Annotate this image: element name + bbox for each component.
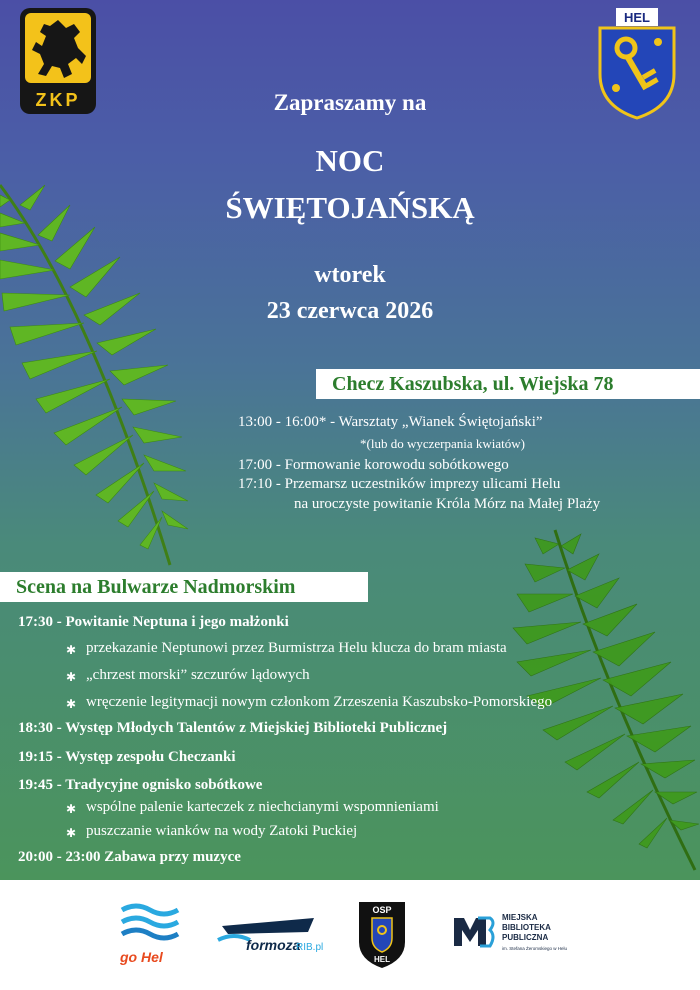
schedule-item-continuation: na uroczyste powitanie Króla Mórz na Małej Plaży (294, 496, 601, 512)
library-logo (452, 910, 592, 966)
event-subitem: wspólne palenie karteczek z niechcianymi wspomnieniami (86, 799, 439, 815)
event-item: 20:00 - 23:00 Zabawa przy muzyce (18, 849, 241, 865)
zkp-logo-text: ZKP (35, 90, 81, 110)
event-subitem: wręczenie legitymacji nowym członkom Zrzeszenia Kaszubsko-Pomorskiego (86, 694, 553, 710)
formoza-logo (214, 908, 328, 960)
hel-crest-text: HEL (624, 10, 650, 25)
schedule-item: 17:10 - Przemarsz uczestników imprezy ulicami Helu (238, 476, 561, 492)
bullet-icon: ✱ (66, 697, 77, 711)
event-subitem: „chrzest morski” szczurów lądowych (86, 667, 310, 683)
svg-text:MIEJSKA: MIEJSKA (502, 913, 538, 922)
bullet-icon: ✱ (66, 670, 77, 684)
event-subitem: przekazanie Neptunowi przez Burmistrza Helu klucza do bram miasta (86, 640, 507, 656)
event-item: 17:30 - Powitanie Neptuna i jego małżonki (18, 614, 289, 630)
bullet-icon: ✱ (66, 802, 77, 816)
event-item: 19:15 - Występ zespołu Checzanki (18, 749, 236, 765)
event-day: wtorek (314, 262, 386, 288)
bullet-icon: ✱ (66, 643, 77, 657)
gohel-logo (116, 900, 196, 972)
event-subitem: puszczanie wianków na wody Zatoki Puckiej (86, 823, 358, 839)
svg-text:OSP: OSP (372, 905, 392, 915)
event-date: 23 czerwca 2026 (266, 298, 434, 324)
library-mb-icon (454, 918, 493, 946)
schedule-item: 13:00 - 16:00* - Warsztaty „Wianek Świętojański” (238, 414, 543, 430)
boat-icon (222, 918, 314, 934)
event-item: 19:45 - Tradycyjne ognisko sobótkowe (18, 777, 263, 793)
svg-text:formoza: formoza (246, 937, 301, 953)
fern-left-decoration (0, 165, 190, 575)
wave-icon (122, 906, 178, 914)
section2-heading: Scena na Bulwarze Nadmorskim (0, 572, 368, 602)
svg-text:PUBLICZNA: PUBLICZNA (502, 933, 549, 942)
schedule-note: *(lub do wyczerpania kwiatów) (360, 436, 525, 451)
svg-text:HEL: HEL (374, 955, 390, 964)
osp-hel-badge (355, 898, 409, 970)
invite-text: Zapraszamy na (273, 90, 427, 115)
section1-heading: Checz Kaszubska, ul. Wiejska 78 (316, 369, 700, 399)
event-item: 18:30 - Występ Młodych Talentów z Miejskiej Biblioteki Publicznej (18, 720, 448, 736)
event-title-line2: ŚWIĘTOJAŃSKĄ (225, 190, 475, 225)
svg-text:im. Stefana Żeromskiego w Helu: im. Stefana Żeromskiego w Helu (502, 946, 568, 951)
svg-text:BIBLIOTEKA: BIBLIOTEKA (502, 923, 551, 932)
schedule-item: 17:00 - Formowanie korowodu sobótkowego (238, 457, 509, 473)
sponsor-footer (0, 880, 700, 990)
svg-text:RIB.pl: RIB.pl (296, 942, 324, 953)
svg-text:go Hel: go Hel (120, 949, 163, 965)
bullet-icon: ✱ (66, 826, 77, 840)
event-title-line1: NOC (315, 143, 385, 178)
